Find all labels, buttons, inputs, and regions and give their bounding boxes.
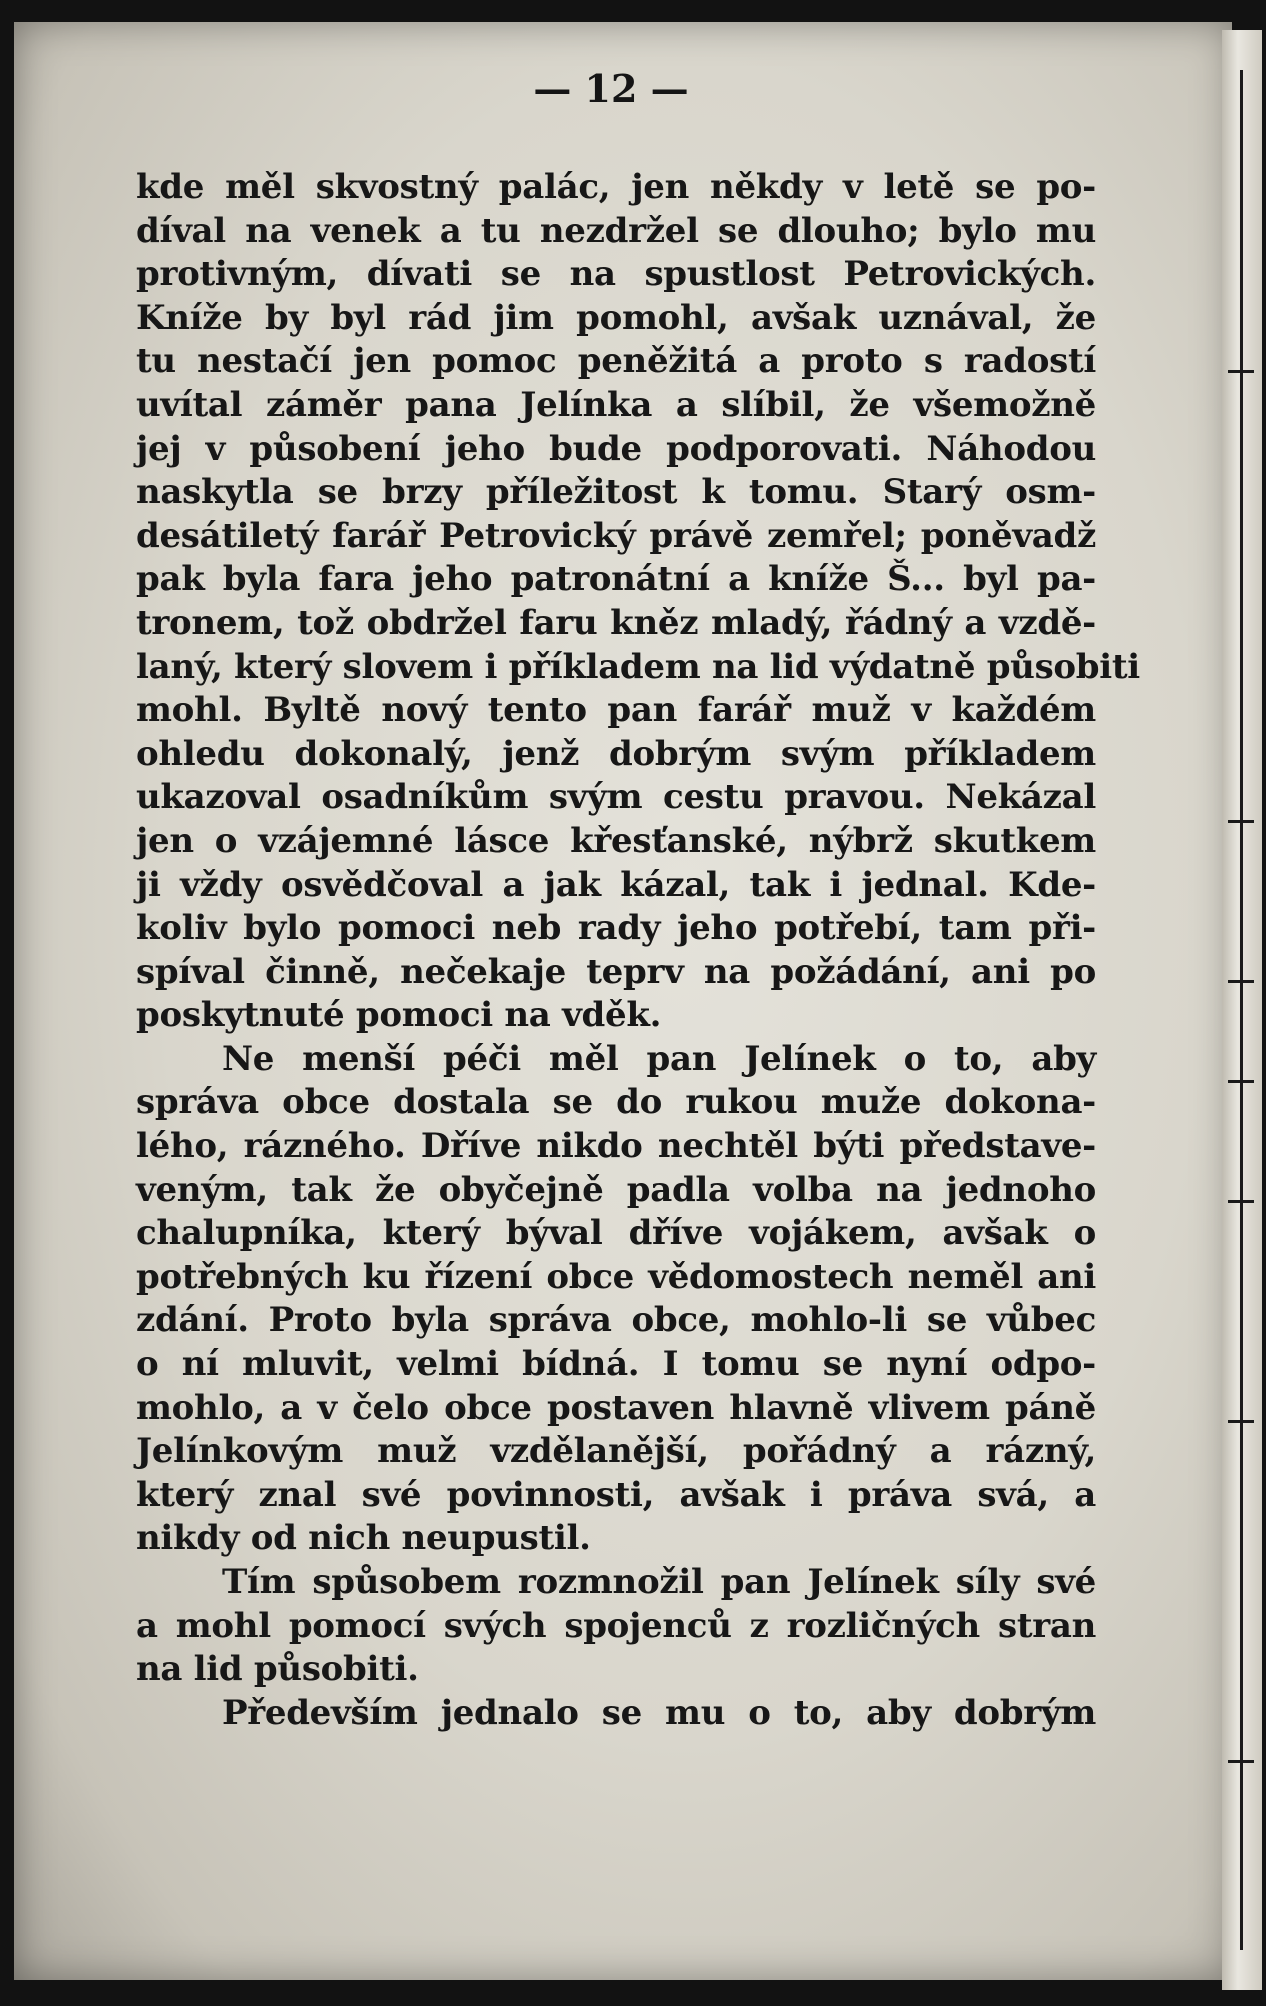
binding-tick — [1228, 1420, 1254, 1423]
text-line: a mohl pomocí svých spojenců z rozličných stran — [136, 1605, 1096, 1646]
text-line: chalupníka, který býval dříve vojákem, avšak o — [136, 1213, 1096, 1254]
text-line: který znal své povinnosti, avšak i práva svá, a — [136, 1474, 1096, 1515]
page-edge-binding — [1222, 30, 1262, 1990]
text-line: o ní mluvit, velmi bídná. I tomu se nyní odpo- — [136, 1344, 1096, 1385]
binding-tick — [1228, 1080, 1254, 1083]
text-line: desátiletý farář Petrovický právě zemřel; poněvadž — [136, 515, 1096, 556]
binding-tick — [1228, 980, 1254, 983]
text-line: Jelínkovým muž vzdělanější, pořádný a rázný, — [136, 1431, 1096, 1472]
text-line: Ne menší péči měl pan Jelínek o to, aby — [222, 1038, 1096, 1079]
text-line: mohl. Byltě nový tento pan farář muž v každém — [136, 690, 1096, 731]
text-line: lého, rázného. Dříve nikdo nechtěl býti představe- — [136, 1126, 1096, 1167]
text-line: poskytnuté pomoci na vděk. — [136, 995, 662, 1036]
text-line: tronem, tož obdržel faru kněz mladý, řádný a vzdě- — [136, 602, 1096, 643]
text-line: spíval činně, nečekaje teprv na požádání, ani po — [136, 951, 1096, 992]
text-line: ji vždy osvědčoval a jak kázal, tak i jednal. Kde- — [136, 864, 1096, 905]
text-line: jen o vzájemné lásce křesťanské, nýbrž skutkem — [136, 820, 1096, 861]
text-line: kde měl skvostný palác, jen někdy v letě se po- — [136, 167, 1096, 207]
text-line: nikdy od nich neupustil. — [136, 1518, 591, 1559]
page-number: — 12 — — [533, 66, 689, 111]
text-line: laný, který slovem i příkladem na lid výdatně působiti — [136, 646, 1140, 687]
binding-tick — [1228, 820, 1254, 823]
text-line: Tím spůsobem rozmnožil pan Jelínek síly své — [222, 1562, 1096, 1602]
binding-tick — [1228, 1760, 1254, 1763]
text-line: potřebných ku řízení obce vědomostech neměl ani — [136, 1256, 1096, 1297]
text-line: ukazoval osadníkům svým cestu pravou. Nekázal — [136, 777, 1096, 818]
text-line: protivným, dívati se na spustlost Petrovických. — [136, 254, 1096, 295]
text-line: tu nestačí jen pomoc peněžitá a proto s radostí — [136, 341, 1096, 382]
text-line: naskytla se brzy příležitost k tomu. Starý osm- — [136, 472, 1096, 513]
text-line: díval na venek a tu nezdržel se dlouho; bylo mu — [136, 210, 1096, 251]
binding-tick — [1228, 1200, 1254, 1203]
text-line: na lid působiti. — [136, 1649, 419, 1690]
text-line: Kníže by byl rád jim pomohl, avšak uznával, že — [136, 297, 1096, 338]
text-line: zdání. Proto byla správa obce, mohlo-li se vůbec — [136, 1300, 1096, 1341]
text-line: Především jednalo se mu o to, aby dobrým — [222, 1692, 1096, 1733]
text-line: pak byla fara jeho patronátní a kníže Š... byl pa- — [136, 559, 1096, 600]
text-line: správa obce dostala se do rukou muže dokona- — [136, 1082, 1096, 1123]
text-line: uvítal záměr pana Jelínka a slíbil, že všemožně — [136, 384, 1096, 425]
binding-tick — [1228, 370, 1254, 373]
text-line: koliv bylo pomoci neb rady jeho potřebí, tam při- — [136, 908, 1096, 949]
body-text — [136, 166, 1140, 1735]
text-line: ohledu dokonalý, jenž dobrým svým příkladem — [136, 733, 1096, 774]
text-line: veným, tak že obyčejně padla volba na jednoho — [136, 1169, 1096, 1210]
text-line: jej v působení jeho bude podporovati. Náhodou — [136, 428, 1096, 469]
text-line: mohlo, a v čelo obce postaven hlavně vlivem páně — [136, 1387, 1096, 1428]
binding-line — [1240, 70, 1243, 1950]
